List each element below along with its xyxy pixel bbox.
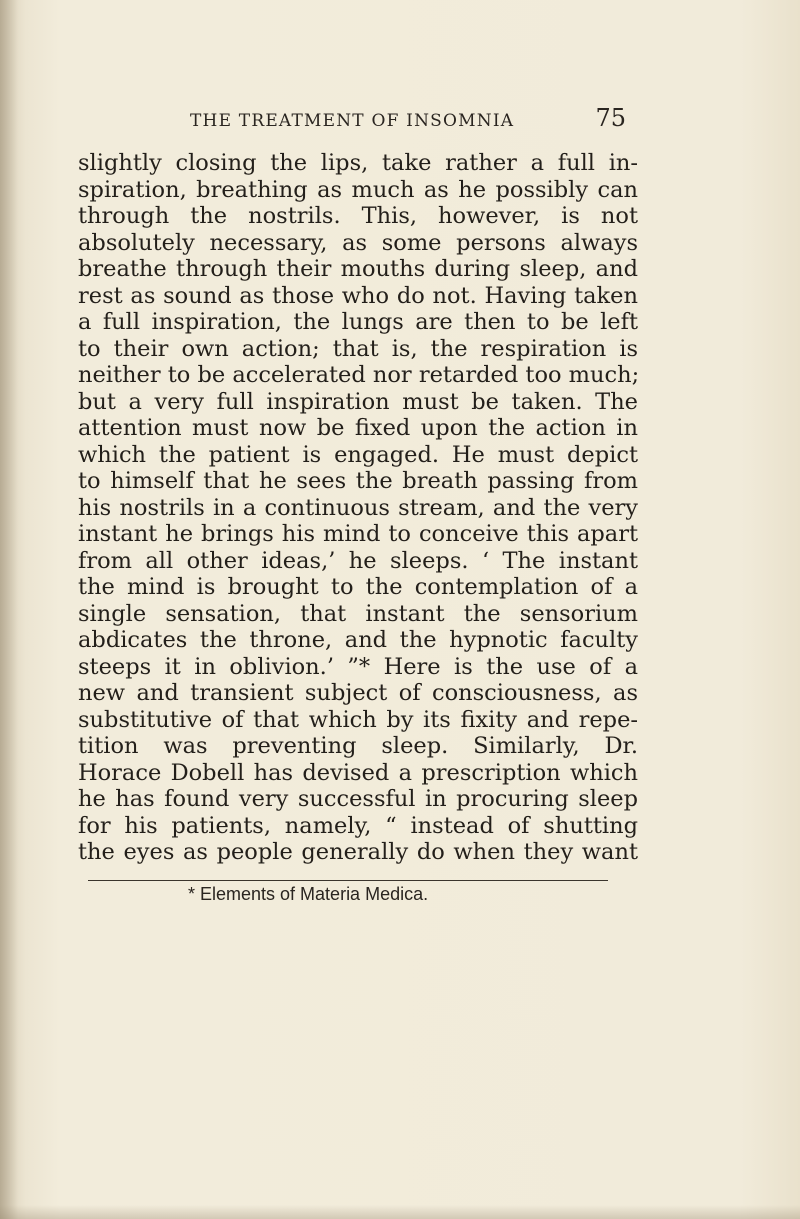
text-line: slightly closing the lips, take rather a full in- bbox=[78, 150, 638, 176]
text-line: from all other ideas,’ he sleeps. ‘ The instant bbox=[78, 547, 638, 574]
page-header bbox=[100, 104, 626, 138]
text-line: he has found very successful in procuring sleep bbox=[78, 786, 638, 812]
text-line: instant he brings his mind to conceive this apart bbox=[78, 521, 638, 547]
text-line: a full inspiration, the lungs are then to be left bbox=[78, 309, 638, 335]
footnote: * Elements of Materia Medica. bbox=[188, 884, 429, 904]
text-line: neither to be accelerated nor retarded too much; bbox=[78, 362, 640, 388]
text-line: to their own action; that is, the respiration is bbox=[78, 335, 638, 362]
text-line: his nostrils in a continuous stream, and the very bbox=[78, 494, 638, 521]
text-line: abdicates the throne, and the hypnotic faculty bbox=[78, 627, 638, 653]
body-text bbox=[78, 150, 638, 866]
text-line: to himself that he sees the breath passing from bbox=[78, 468, 638, 494]
text-line: the mind is brought to the contemplation of a bbox=[78, 574, 638, 600]
text-line: through the nostrils. This, however, is not bbox=[78, 203, 638, 229]
text-line: the eyes as people generally do when they want bbox=[78, 839, 638, 865]
text-line: rest as sound as those who do not. Having taken bbox=[78, 282, 638, 309]
text-line: new and transient subject of consciousness, as bbox=[78, 680, 638, 706]
page-bottom-edge bbox=[0, 1205, 800, 1219]
text-line: attention must now be fixed upon the action in bbox=[78, 415, 638, 441]
text-line: steeps it in oblivion.’ ”* Here is the use of a bbox=[78, 653, 638, 680]
text-line: but a very full inspiration must be taken. The bbox=[78, 388, 638, 415]
running-head: THE TREATMENT OF INSOMNIA bbox=[190, 111, 515, 131]
spine-shadow bbox=[0, 0, 18, 1219]
page-number: 75 bbox=[595, 104, 626, 132]
text-line: spiration, breathing as much as he possibly can bbox=[78, 176, 638, 203]
text-line: tition was preventing sleep. Similarly, Dr. bbox=[78, 733, 638, 759]
footnote-rule bbox=[88, 880, 608, 881]
text-line: for his patients, namely, “ instead of shutting bbox=[78, 812, 638, 839]
text-line: breathe through their mouths during sleep, and bbox=[78, 256, 638, 282]
text-line: absolutely necessary, as some persons always bbox=[78, 229, 638, 256]
text-line: single sensation, that instant the sensorium bbox=[78, 600, 638, 627]
text-line: substitutive of that which by its fixity and repe- bbox=[78, 706, 638, 733]
text-line: which the patient is engaged. He must depict bbox=[78, 441, 638, 468]
text-line: Horace Dobell has devised a prescription which bbox=[78, 759, 638, 786]
